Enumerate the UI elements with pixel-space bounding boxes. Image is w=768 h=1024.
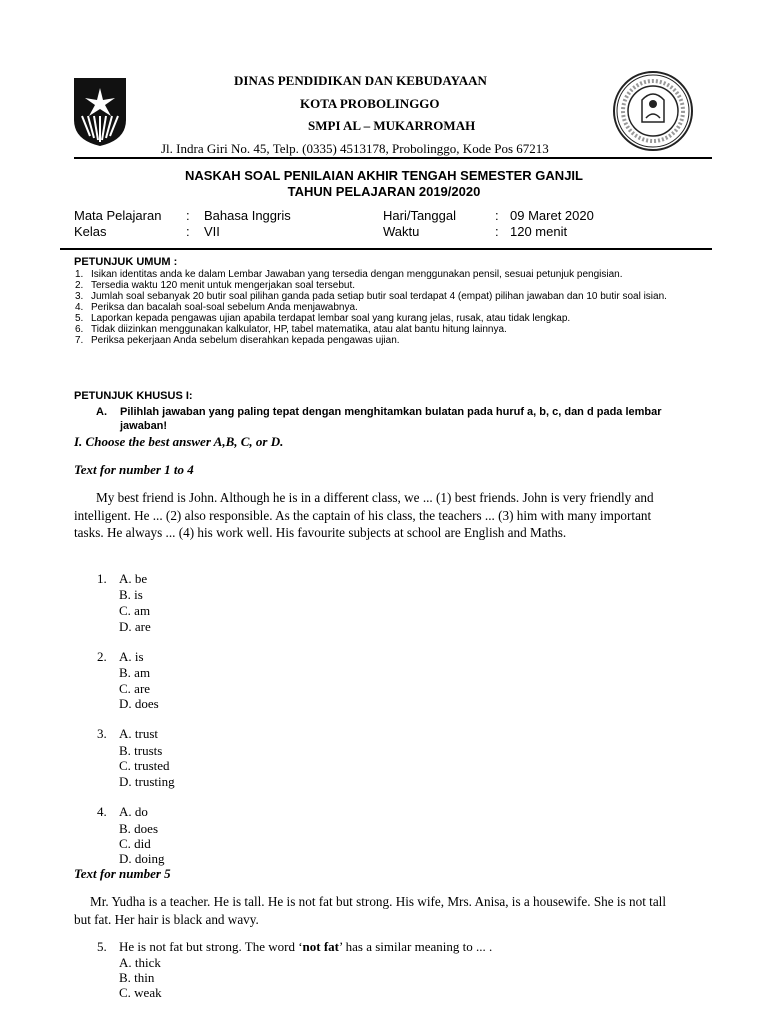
section-title: I. Choose the best answer A,B, C, or D. [74,434,284,449]
question-3-option-c: C. trusted [119,758,170,773]
date-label: Hari/Tanggal [383,208,456,223]
question-1-option-c: C. am [119,603,151,618]
date-value: 09 Maret 2020 [510,208,594,223]
list-item: 2. Tersedia waktu 120 menit untuk mengerjakan soal tersebut. [75,280,356,291]
regional-emblem-logo [72,76,128,148]
question-2-option-c: C. are [119,681,151,696]
question-4-number: 4. [97,804,107,819]
question-3-option-d: D. trusting [119,774,175,789]
class-value: VII [204,224,220,239]
list-item: 5. Laporkan kepada pengawas ujian apabila terdapat lembar soal yang kurang jelas, rusak, atau tidak lengkap. [75,313,571,324]
question-2-option-d: D. does [119,696,159,711]
question-4-option-d: D. doing [119,851,165,866]
general-instructions-list [75,269,685,346]
list-item: 3. Jumlah soal sebanyak 20 butir soal pilihan ganda pada setiap butir soal terdapat 4 (empat) pilihan jawaban dan 10 butir soal isian. [75,291,667,302]
time-value: 120 menit [510,224,568,239]
school-seal-logo [612,70,694,152]
text1-heading: Text for number 1 to 4 [74,462,194,477]
question-5-number: 5. [97,939,107,954]
subject-label: Mata Pelajaran [74,208,162,223]
special-instructions-heading: PETUNJUK KHUSUS I: [74,390,193,402]
time-label: Waktu [383,224,420,239]
question-4-option-b: B. does [119,821,158,836]
letterhead-school: SMPI AL – MUKARROMAH [308,118,476,133]
info-divider [60,248,712,250]
date-colon: : [495,208,499,223]
class-label: Kelas [74,224,107,239]
question-1-option-b: B. is [119,587,143,602]
letterhead-address: Jl. Indra Giri No. 45, Telp. (0335) 4513178, Probolinggo, Kode Pos 67213 [161,141,549,156]
text1-passage: My best friend is John. Although he is in a different class, we ... (1) best friends. John is very friendly and intelligent. He ... (2) also responsible. As the captain of his class, the teachers ... (3) him with many important tasks. He always ... (4) his work well. His favourite subjects at school are English and Maths. [74,490,654,540]
question-2-option-b: B. am [119,665,151,680]
subject-colon: : [186,208,190,223]
text2-heading: Text for number 5 [74,866,171,881]
question-5-option-a: A. thick [119,955,161,970]
time-colon: : [495,224,499,239]
question-5-option-c: C. weak [119,985,162,1000]
special-instructions-a-text: Pilihlah jawaban yang paling tepat dengan menghitamkan bulatan pada huruf a, b, c, dan d pada lembar jawaban! [120,406,662,432]
question-3-number: 3. [97,726,107,741]
letterhead-agency: DINAS PENDIDIKAN DAN KEBUDAYAAN [234,73,487,88]
letterhead-city: KOTA PROBOLINGGO [300,96,440,111]
list-item: 4. Periksa dan bacalah soal-soal sebelum Anda menjawabnya. [75,302,358,313]
class-colon: : [186,224,190,239]
subject-value: Bahasa Inggris [204,208,291,223]
question-1-option-d: D. are [119,619,151,634]
special-instructions-a-label: A. [96,406,107,418]
exam-year: TAHUN PELAJARAN 2019/2020 [287,184,481,199]
question-4-option-c: C. did [119,836,151,851]
list-item: 7. Periksa pekerjaan Anda sebelum diserahkan kepada pengawas ujian. [75,335,400,346]
question-1-number: 1. [97,571,107,586]
list-item: 6. Tidak diizinkan menggunakan kalkulator, HP, tabel matematika, atau alat bantu hitung lainnya. [75,324,507,335]
list-item: 1. Isikan identitas anda ke dalam Lembar Jawaban yang tersedia dengan menggunakan pensil, sesuai petunjuk pengisian. [75,269,623,280]
question-5-stem: He is not fat but strong. The word ‘not fat’ has a similar meaning to ... . [119,939,493,954]
exam-title: NASKAH SOAL PENILAIAN AKHIR TENGAH SEMESTER GANJIL [185,168,583,183]
question-1-option-a: A. be [119,571,148,586]
question-4-option-a: A. do [119,804,148,819]
text2-passage: Mr. Yudha is a teacher. He is tall. He is not fat but strong. His wife, Mrs. Anisa, is a housewife. She is not tall but fat. Her hair is black and wavy. [74,894,667,927]
general-instructions-heading: PETUNJUK UMUM : [74,256,178,268]
question-2-number: 2. [97,649,107,664]
question-2-option-a: A. is [119,649,144,664]
question-3-option-b: B. trusts [119,743,163,758]
letterhead-divider [74,157,712,159]
question-5-option-b: B. thin [119,970,155,985]
question-3-option-a: A. trust [119,726,158,741]
